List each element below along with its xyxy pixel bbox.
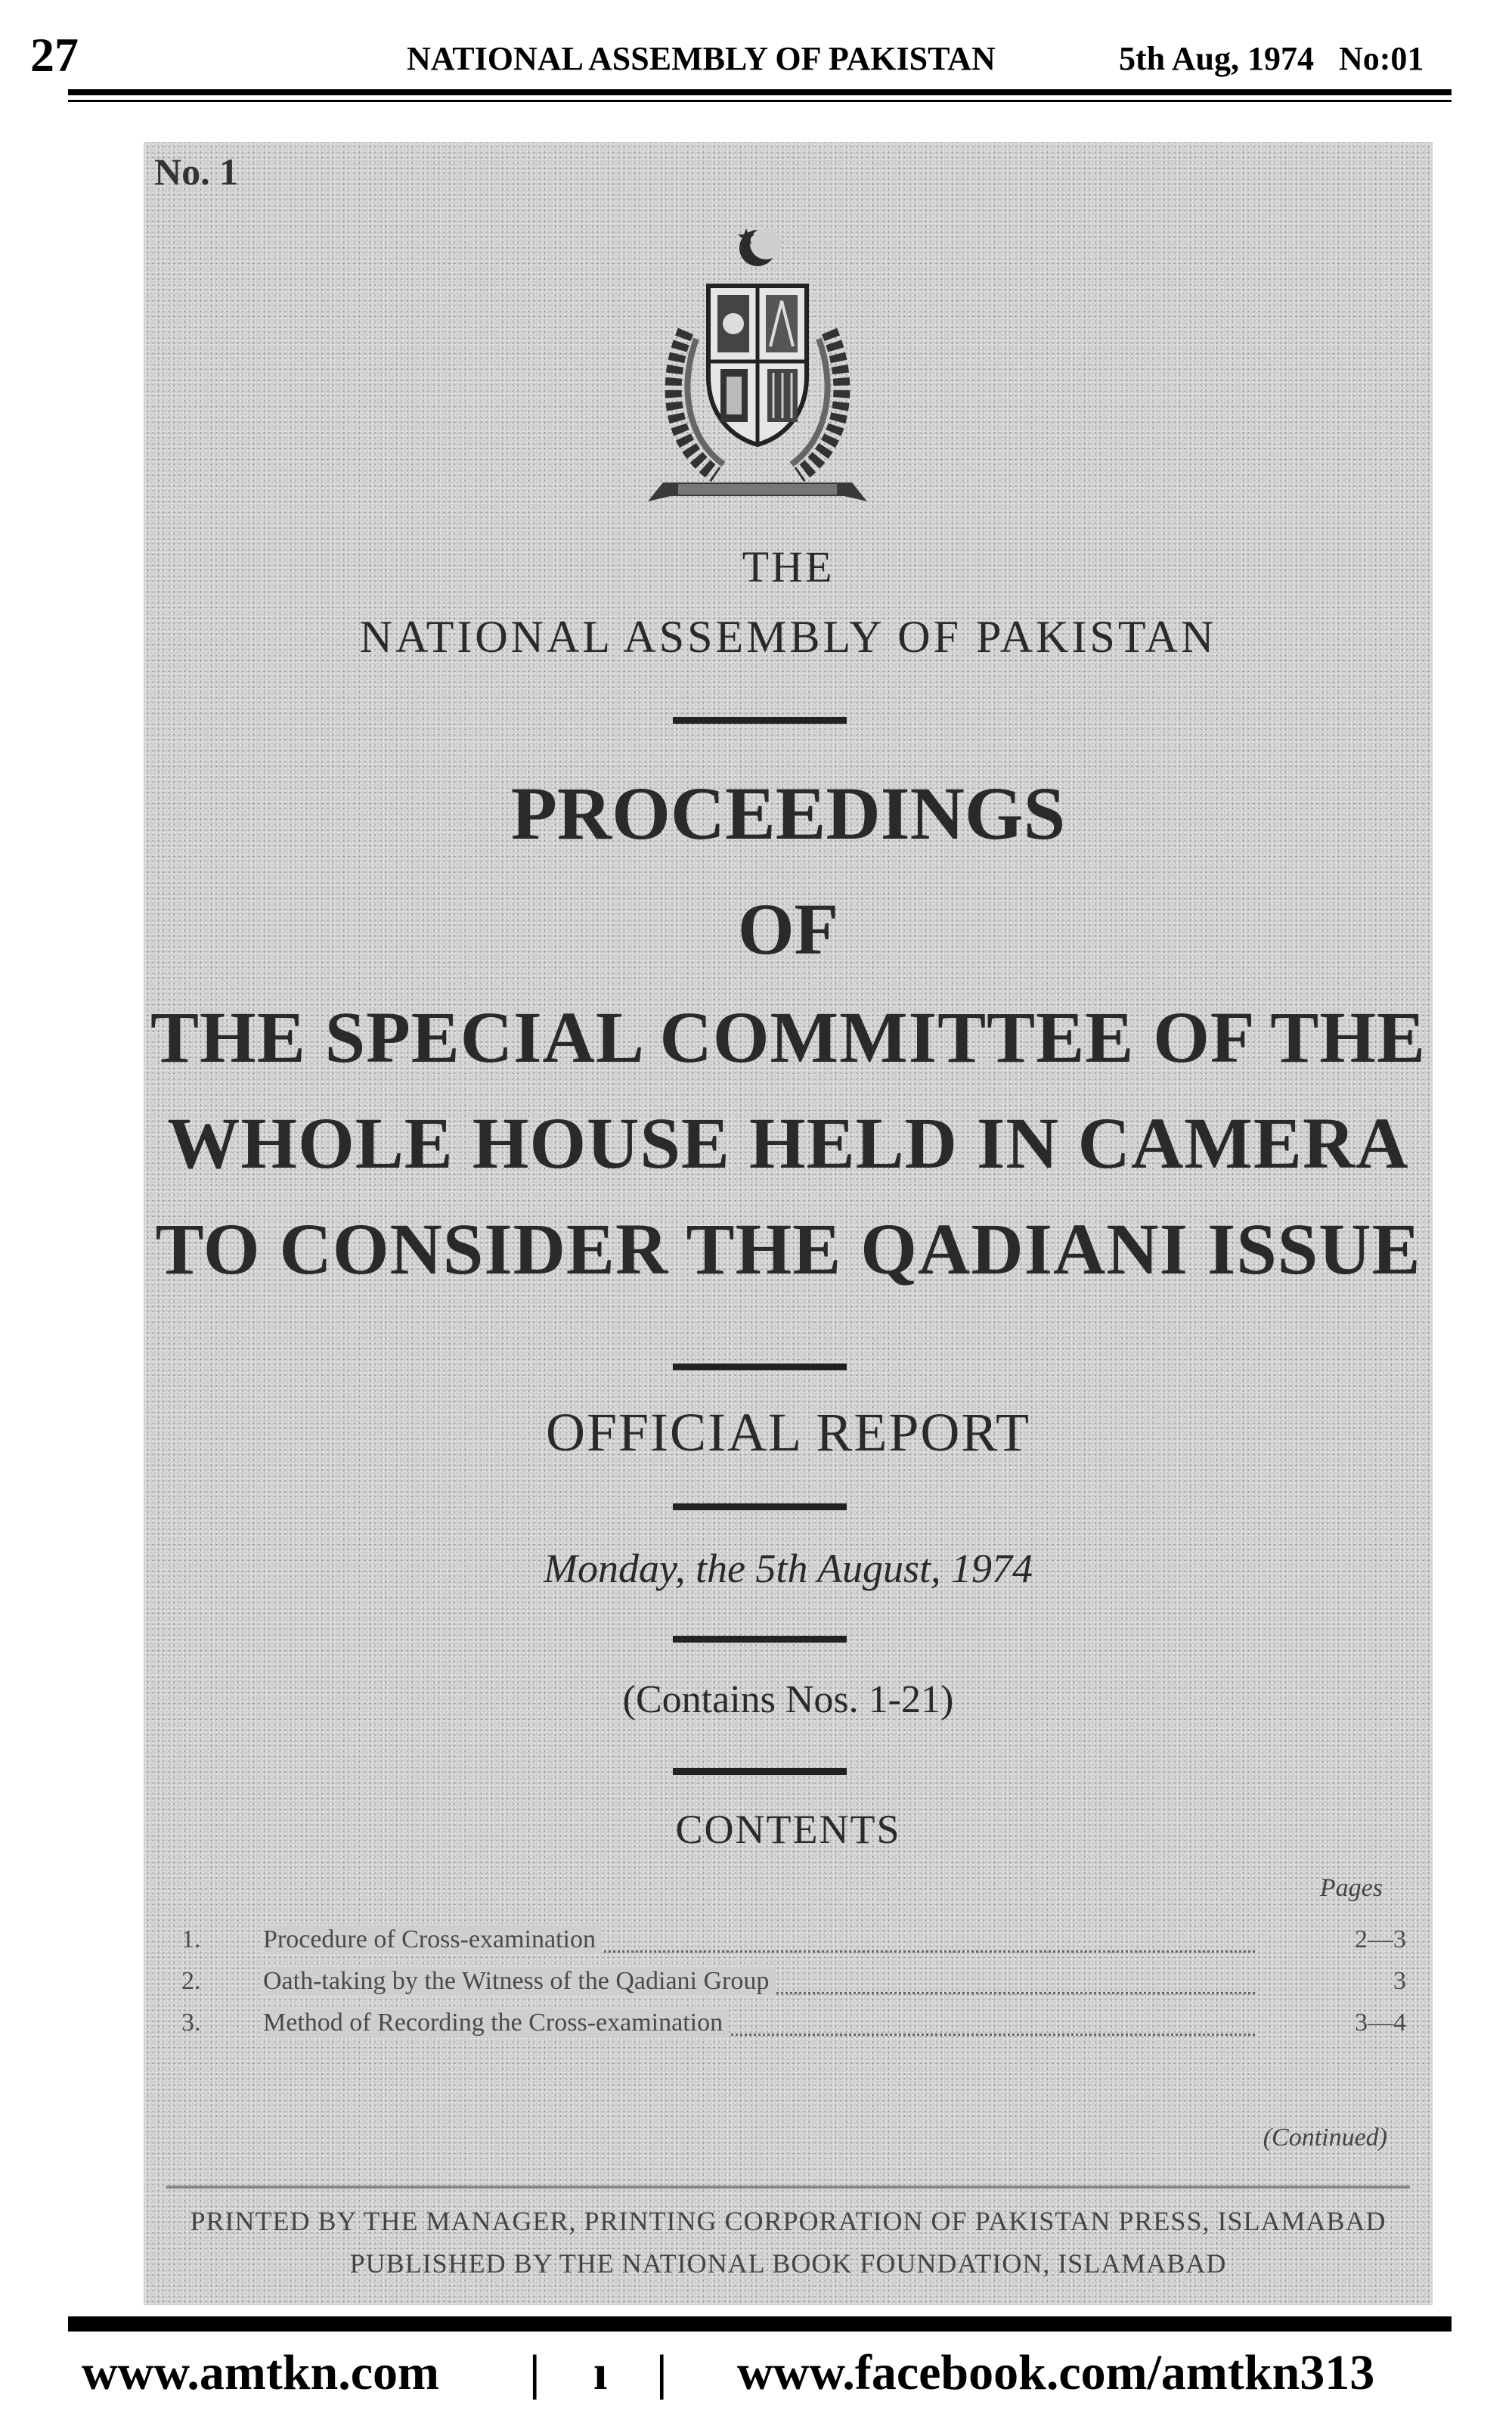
contents-entry <box>181 1925 1406 1963</box>
contents-entry-title: Oath-taking by the Witness of the Qadiani Group <box>263 1967 775 1996</box>
footer-middle-mark: ı <box>593 2345 608 2400</box>
website-link[interactable]: www.amtkn.com <box>82 2345 439 2400</box>
contents-entry-number: 1. <box>181 1925 201 1953</box>
cover-assembly-name: NATIONAL ASSEMBLY OF PAKISTAN <box>359 612 1217 662</box>
contains-note: (Contains Nos. 1-21) <box>622 1678 954 1721</box>
report-date: Monday, the 5th August, 1974 <box>544 1546 1033 1591</box>
header-title: NATIONAL ASSEMBLY OF PAKISTAN <box>407 40 996 77</box>
continued-note: (Continued) <box>1263 2124 1387 2152</box>
contents-heading: CONTENTS <box>675 1807 901 1852</box>
printed-by-line: PRINTED BY THE MANAGER, PRINTING CORPORATION OF PAKISTAN PRESS, ISLAMABAD <box>190 2206 1387 2236</box>
pakistan-emblem-icon <box>633 218 882 520</box>
footer-separator: | <box>529 2345 541 2400</box>
page-header <box>0 0 1512 106</box>
divider-rule <box>673 1768 847 1775</box>
cover-title-line: TO CONSIDER THE QADIANI ISSUE <box>155 1208 1421 1289</box>
page-footer <box>0 2337 1512 2412</box>
contents-entry <box>181 1967 1406 2005</box>
divider-rule <box>673 1503 847 1510</box>
divider-rule <box>673 717 847 724</box>
contents-entry-number: 3. <box>181 2009 201 2037</box>
contents-entry-pages: 3 <box>1393 1967 1406 1995</box>
contents-entry-number: 2. <box>181 1967 201 1995</box>
divider-rule <box>673 1636 847 1643</box>
contents-entry-title: Method of Recording the Cross-examination <box>263 2009 729 2037</box>
cover-bottom-rule <box>166 2186 1410 2189</box>
header-date-issue: 5th Aug, 1974 No:01 <box>1119 40 1424 77</box>
footer-rule <box>68 2316 1452 2332</box>
published-by-line: PUBLISHED BY THE NATIONAL BOOK FOUNDATION, ISLAMABAD <box>349 2248 1227 2279</box>
header-rule-thick <box>68 89 1452 95</box>
issue-number-label: No. 1 <box>154 150 239 193</box>
contents-entry-pages: 3—4 <box>1355 2009 1406 2037</box>
official-report-heading: OFFICIAL REPORT <box>545 1402 1031 1463</box>
contents-entry <box>181 2009 1406 2046</box>
cover-of: OF <box>737 889 839 970</box>
footer-separator: | <box>656 2345 668 2400</box>
scanned-cover-page <box>144 142 1433 2305</box>
cover-title-line: THE SPECIAL COMMITTEE OF THE <box>150 997 1426 1078</box>
cover-title-line: WHOLE HOUSE HELD IN CAMERA <box>167 1103 1409 1184</box>
cover-the: THE <box>742 542 835 591</box>
page-number: 27 <box>30 28 79 82</box>
contents-entry-title: Procedure of Cross-examination <box>263 1925 602 1954</box>
contents-entry-pages: 2—3 <box>1355 1925 1406 1953</box>
divider-rule <box>673 1364 847 1370</box>
pages-column-label: Pages <box>1319 1874 1383 1902</box>
facebook-link[interactable]: www.facebook.com/amtkn313 <box>737 2345 1375 2400</box>
cover-proceedings: PROCEEDINGS <box>510 771 1066 855</box>
header-rule-thin <box>68 100 1452 102</box>
